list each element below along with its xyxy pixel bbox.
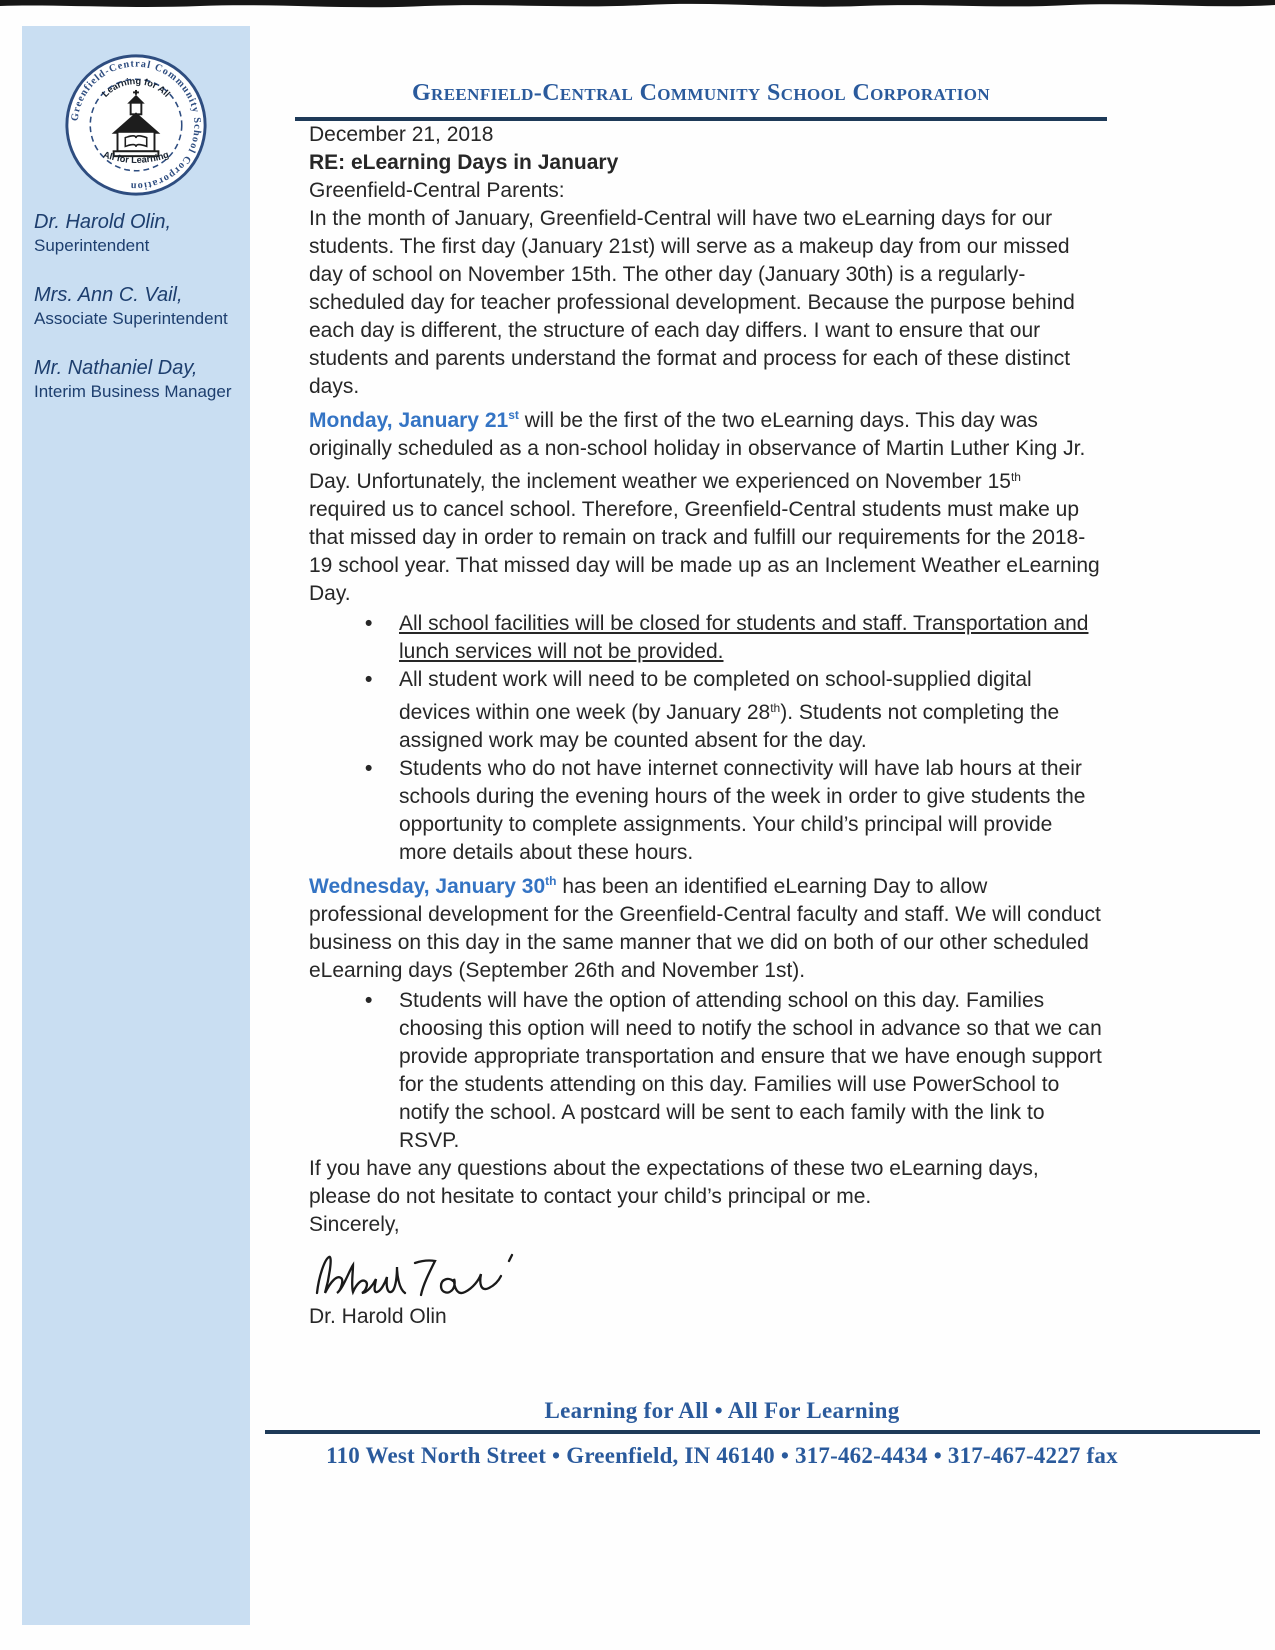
text-segment-plain: Students who do not have internet connectivity will have lab hours at their schools during the evening hours of the week in order to give students the opportunity to complete assignments. Your child’s principal will provide more details about these hours. bbox=[399, 757, 1086, 864]
monday-paragraph bbox=[309, 401, 1103, 608]
letter-subject: RE: eLearning Days in January bbox=[309, 151, 619, 174]
header-title: Greenfield-Central Community School Corporation bbox=[411, 80, 991, 106]
official-entry bbox=[34, 356, 244, 403]
official-name: Dr. Harold Olin, bbox=[34, 211, 172, 233]
wednesday-bullet-list bbox=[309, 987, 1103, 1155]
text-segment-plain: required us to cancel school. Therefore, Greenfield-Central students must make up that missed day in order to remain on track and fulfill our requirements for the 2018-19 school year. That missed day will be made up as an Inclement Weather eLearning Day. bbox=[309, 498, 1100, 605]
footer-motto: Learning for All • All For Learning bbox=[544, 1398, 900, 1423]
bullet-item bbox=[309, 987, 1103, 1155]
text-segment-plain: All student work will need to be completed on school-supplied digital devices within one week (by January 28 bbox=[399, 668, 1032, 724]
text-segment-underline: All school facilities will be closed for students and staff. Transportation and lunch services will not be provided. bbox=[399, 612, 1089, 663]
monday-bullet-list bbox=[309, 610, 1103, 867]
bullet-item bbox=[309, 610, 1103, 666]
officials-list bbox=[22, 210, 250, 403]
text-segment-plain: will be the first of the two eLearning days. This day was originally scheduled as a non-school holiday in observance of Martin Luther King Jr. Day. Unfortunately, the inclement weather we experienced on November 15 bbox=[309, 409, 1086, 493]
official-entry bbox=[34, 283, 244, 330]
salutation: Greenfield-Central Parents: bbox=[309, 179, 565, 202]
letterhead-sidebar bbox=[22, 26, 250, 1625]
signoff: Sincerely, bbox=[309, 1213, 400, 1236]
letter-date: December 21, 2018 bbox=[309, 123, 494, 146]
closing-paragraph: If you have any questions about the expectations of these two eLearning days, please do not hesitate to contact your child’s principal or me. bbox=[309, 1157, 1039, 1208]
footer-rule bbox=[265, 1430, 1260, 1434]
text-segment-heading: Monday, January 21 bbox=[309, 409, 509, 432]
seal-ring-text: Greenfield-Central Community School Corporation bbox=[69, 58, 203, 192]
official-name: Mr. Nathaniel Day, bbox=[34, 357, 198, 379]
official-title: Superintendent bbox=[34, 236, 150, 255]
official-title: Associate Superintendent bbox=[34, 309, 228, 328]
text-segment-heading: Wednesday, January 30 bbox=[309, 875, 546, 898]
text-segment-plain: Students will have the option of attending school on this day. Families choosing this option will need to notify the school in advance so that we can provide appropriate transportation and ensure that we have enough support for the students attending on this day. Families will use PowerSchool to notify the school. A postcard will be sent to each family with the link to RSVP. bbox=[399, 989, 1102, 1152]
bullet-item bbox=[309, 755, 1103, 867]
signature-handwriting bbox=[309, 1241, 524, 1303]
letter-footer bbox=[265, 1398, 1260, 1469]
text-segment-plain: ). Students not completing the assigned work may be counted absent for the day. bbox=[399, 701, 1060, 752]
school-logo-seal bbox=[63, 52, 209, 198]
signature-name: Dr. Harold Olin bbox=[309, 1305, 447, 1328]
official-entry bbox=[34, 210, 244, 257]
bullet-item bbox=[309, 666, 1103, 755]
text-segment-sup: th bbox=[770, 701, 781, 715]
letter-body bbox=[295, 0, 1107, 1331]
seal-inner-top-text: Learning for All bbox=[100, 76, 173, 99]
seal-inner-bottom-text: All for Learning bbox=[101, 149, 171, 165]
text-segment-headingsup: st bbox=[508, 408, 519, 422]
official-title: Interim Business Manager bbox=[34, 382, 232, 401]
footer-address: 110 West North Street • Greenfield, IN 46140 • 317-462-4434 • 317-467-4227 fax bbox=[326, 1443, 1118, 1468]
wednesday-paragraph bbox=[309, 867, 1103, 985]
text-segment-sup: th bbox=[1010, 470, 1021, 484]
text-segment-headingsup: th bbox=[545, 874, 557, 888]
intro-paragraph: In the month of January, Greenfield-Central will have two eLearning days for our students. The first day (January 21st) will serve as a makeup day from our missed day of school on November 15th. The other day (January 30th) is a regularly-scheduled day for teacher professional development. Because the purpose behind each day is different, the structure of each day differs. I want to ensure that our students and parents understand the format and process for each of these distinct days. bbox=[309, 207, 1075, 398]
text-segment-plain: has been an identified eLearning Day to allow professional development for the Greenfield-Central faculty and staff. We will conduct business on this day in the same manner that we did on both of our other scheduled eLearning days (September 26th and November 1st). bbox=[309, 875, 1101, 982]
official-name: Mrs. Ann C. Vail, bbox=[34, 284, 183, 306]
